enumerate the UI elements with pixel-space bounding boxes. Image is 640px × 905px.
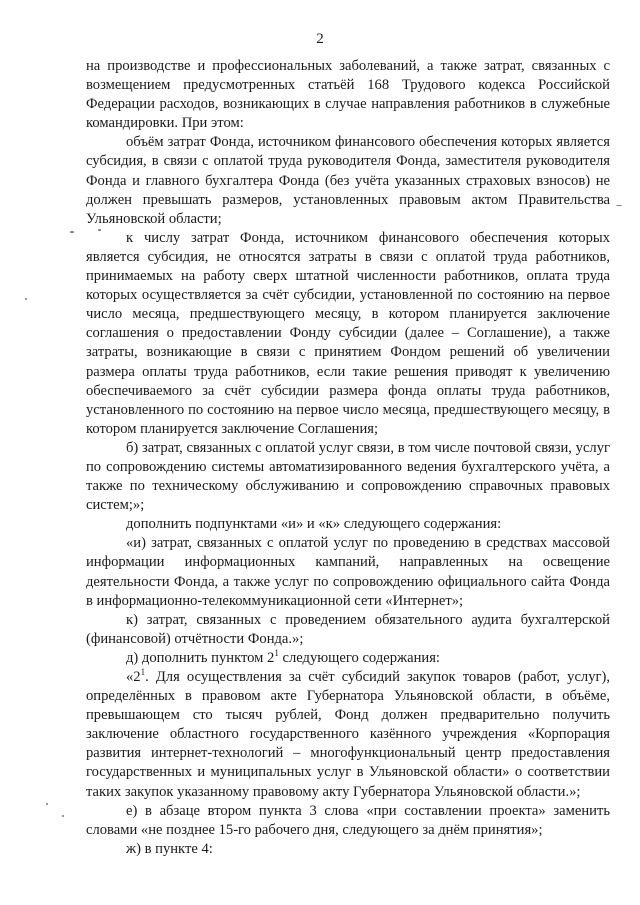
scan-speck bbox=[616, 205, 622, 206]
paragraph-7: к) затрат, связанных с проведением обязательного аудита бухгалтерской (финансовой) отчётности Фонда.»; bbox=[86, 611, 610, 647]
paragraph-9-text-after: . Для осуществления за счёт субсидий закупок товаров (работ, услуг), определённых в правовом акте Губернатора Ульяновской области, в объёме, превышающем сто тысяч рублей, Фонд должен предварительно получить заключение областного государственного казённого учреждения «Корпорация развития интернет-технологий – многофункциональный центр предоставления государственных и муниципальных услуг в Ульяновской области» о соответствии таких закупок указанному правовому акту Губернатора Ульяновской области.»; bbox=[86, 669, 610, 800]
scan-speck bbox=[62, 815, 64, 817]
paragraph-6: «и) затрат, связанных с оплатой услуг по проведению в средствах массовой информации информационных кампаний, направленных на освещение деятельности Фонда, а также услуг по сопровождению официального сайта Фонда в информационно-телекоммуникационной сети «Интернет»; bbox=[86, 535, 610, 609]
paragraph-10: е) в абзаце втором пункта 3 слова «при составлении проекта» заменить словами «не позднее 15-го рабочего дня, следующего за днём принятия»; bbox=[86, 802, 610, 838]
paragraph-5: дополнить подпунктами «и» и «к» следующего содержания: bbox=[126, 516, 502, 533]
paragraph-4: б) затрат, связанных с оплатой услуг связи, в том числе почтовой связи, услуг по сопровождению системы автоматизированного ведения бухгалтерского учёта, а также по техническому обслуживанию и сопровождению справочных правовых систем;»; bbox=[86, 439, 610, 514]
paragraph-8 bbox=[86, 649, 610, 668]
paragraph-9 bbox=[86, 668, 610, 802]
scan-speck bbox=[70, 231, 74, 233]
paragraph-11: ж) в пункте 4: bbox=[126, 840, 213, 857]
scan-speck bbox=[25, 298, 27, 300]
paragraph-9-text-before: «2 bbox=[126, 669, 141, 685]
scan-speck bbox=[46, 803, 48, 805]
scan-speck bbox=[98, 229, 101, 231]
paragraph-8-superscript: 1 bbox=[274, 648, 279, 659]
paragraph-2: объём затрат Фонда, источником финансового обеспечения которых является субсидия, в связи с оплатой труда руководителя Фонда, заместителя руководителя Фонда и главного бухгалтера Фонда (без учёта указанных страховых взносов) не должен превышать размеров, установленных правовым актом Правительства Ульяновской области; bbox=[86, 134, 610, 227]
paragraph-9-superscript: 1 bbox=[140, 667, 146, 678]
paragraph-1: на производстве и профессиональных заболеваний, а также затрат, связанных с возмещением предусмотренных статьёй 168 Трудового кодекса Российской Федерации расходов, возникающих в случае направления работников в служебные командировки. При этом: bbox=[86, 58, 610, 132]
page-number: 2 bbox=[316, 31, 324, 47]
paragraph-8-text-after: следующего содержания: bbox=[278, 649, 440, 666]
paragraph-8-text-before: д) дополнить пунктом 2 bbox=[126, 649, 275, 666]
paragraph-3: к числу затрат Фонда, источником финансового обеспечения которых является субсидия, не относятся затраты в связи с оплатой труда работников, принимаемых на работу сверх штатной численности работников, оплата труда которых осуществляется за счёт субсидии, установленной по состоянию на первое число месяца, предшествующего месяцу, в котором планируется заключение соглашения о предоставлении Фонду субсидии (далее – Соглашение), а также затраты, возникающие в связи с принятием Фондом решений об увеличении размера оплаты труда работников, если такие решения приводят к увеличению обеспечиваемого за счёт субсидии размера фонда оплаты труда работников, установленного по состоянию на первое число месяца, предшествующего месяцу, в котором планируется заключение Соглашения; bbox=[86, 229, 610, 437]
document-body bbox=[86, 57, 610, 859]
